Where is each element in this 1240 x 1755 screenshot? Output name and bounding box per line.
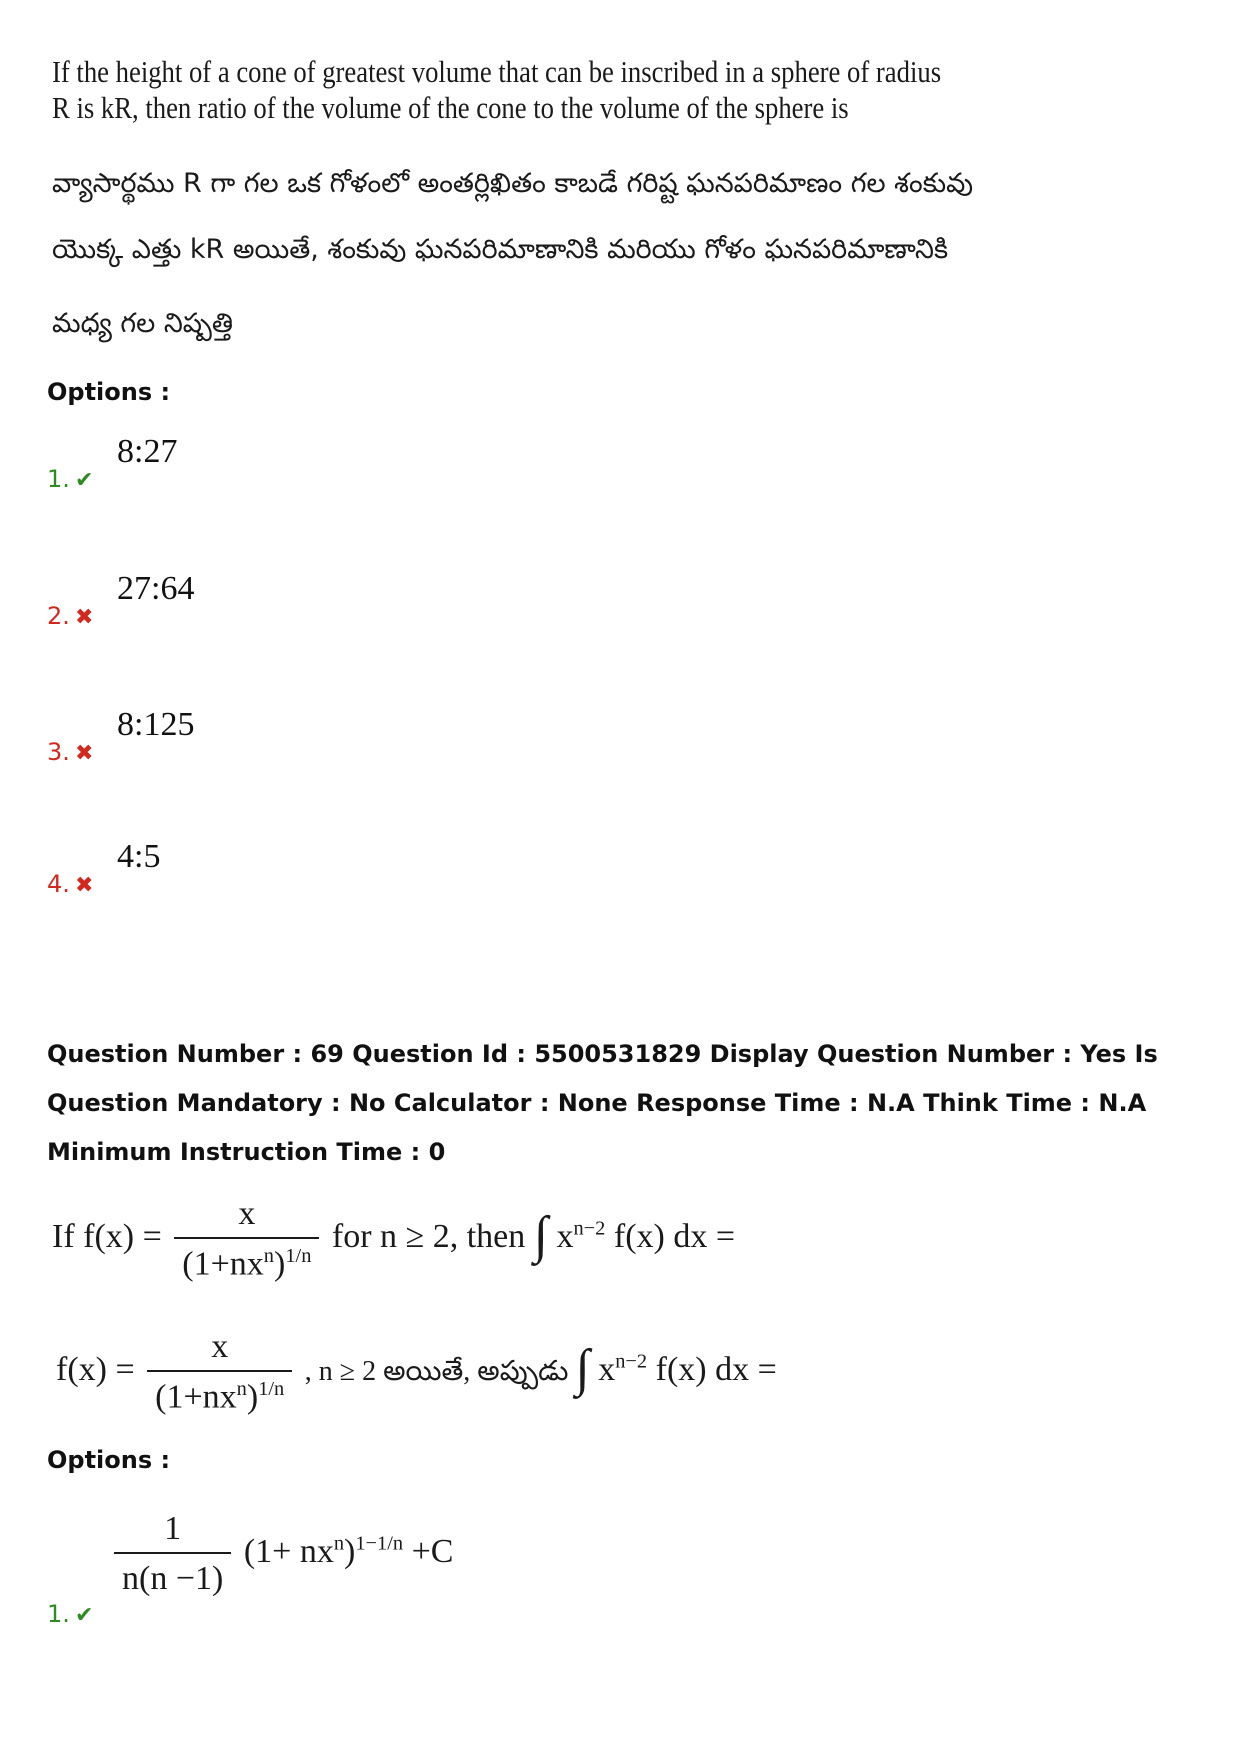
- q69-option-1: [47, 1600, 111, 1628]
- fraction-denominator: $(1+nx^n)^{1/n}$: [147, 1370, 292, 1416]
- fraction: [174, 1195, 319, 1283]
- integrand-x: x: [556, 1217, 574, 1255]
- integrand-exponent: n−2: [573, 1217, 606, 1240]
- question-68-english-line2: R is kR, then ratio of the volume of the cone to the volume of the sphere is: [52, 90, 849, 125]
- expr-mid: , n ≥ 2 అయితే, అప్పుడు: [304, 1355, 576, 1387]
- options-label: Options :: [47, 378, 171, 406]
- option-3: [47, 706, 195, 766]
- expr-mid: for n ≥ 2, then: [331, 1217, 534, 1255]
- fraction-numerator: 1: [164, 1510, 182, 1547]
- check-icon: ✔: [75, 468, 94, 493]
- question-68-telugu-line2: యొక్క ఎత్తు kR అయితే, శంకువు ఘనపరిమాణానికి మరియు గోళం ఘనపరిమాణానికి: [52, 234, 949, 265]
- fraction-denominator: $(1+nx^n)^{1/n}$: [174, 1237, 319, 1283]
- option-1: [47, 433, 178, 493]
- option-value: 8:125: [117, 706, 195, 743]
- expr-prefix: f(x) =: [56, 1350, 135, 1388]
- fraction-numerator: x: [238, 1195, 256, 1232]
- check-icon: ✔: [75, 1603, 94, 1628]
- expr-tail: f(x) dx =: [613, 1217, 736, 1255]
- fraction: [114, 1510, 231, 1598]
- integrand-exponent: n−2: [615, 1350, 648, 1373]
- fraction: [147, 1328, 292, 1416]
- integral-sign: ∫: [533, 1206, 548, 1264]
- expr-tail: f(x) dx =: [655, 1350, 777, 1388]
- fraction-numerator: x: [211, 1328, 229, 1365]
- expr-base-exponent: n: [333, 1532, 345, 1555]
- option-number: 2.: [47, 602, 70, 630]
- options-label-q69: Options :: [47, 1446, 171, 1474]
- question-68-telugu-line3: మధ్య గల నిష్పత్తి: [52, 308, 233, 339]
- expr-close: ): [344, 1532, 356, 1570]
- expr-base: (1+ nx: [243, 1532, 334, 1570]
- cross-icon: ✖: [75, 873, 94, 898]
- expr-prefix: If f(x) =: [52, 1217, 162, 1255]
- question-69-metadata: Question Number : 69 Question Id : 5500531829 Display Question Number : Yes Is Question Mandatory : No Calculator : None Response Time : N.A Think Time : N.A Minimum Instruction Time : 0: [47, 1040, 1158, 1166]
- option-2: [47, 570, 195, 630]
- fraction-denominator: n(n −1): [114, 1552, 231, 1598]
- option-number: 4.: [47, 870, 70, 898]
- integral-sign: ∫: [575, 1339, 590, 1397]
- question-69-english-expression: [52, 1195, 735, 1283]
- option-number: 3.: [47, 738, 70, 766]
- question-68-english-line1: If the height of a cone of greatest volume that can be inscribed in a sphere of radius: [52, 54, 942, 89]
- option-value: 4:5: [117, 838, 161, 875]
- option-value: 8:27: [117, 433, 178, 470]
- q69-option-1-expression: [110, 1510, 453, 1598]
- option-value: 27:64: [117, 570, 195, 607]
- expr-power: 1−1/n: [355, 1532, 404, 1555]
- question-69-telugu-expression: [56, 1328, 777, 1416]
- option-number: 1.: [47, 465, 70, 493]
- option-4: [47, 838, 161, 898]
- option-number: 1.: [47, 1600, 70, 1628]
- integrand-x: x: [598, 1350, 616, 1388]
- expr-tail: +C: [411, 1532, 454, 1570]
- question-68-telugu-line1: వ్యాసార్థము R గా గల ఒక గోళంలో అంతర్లిఖితం కాబడే గరిష్ట ఘనపరిమాణం గల శంకువు: [52, 168, 974, 199]
- cross-icon: ✖: [75, 605, 94, 630]
- cross-icon: ✖: [75, 741, 94, 766]
